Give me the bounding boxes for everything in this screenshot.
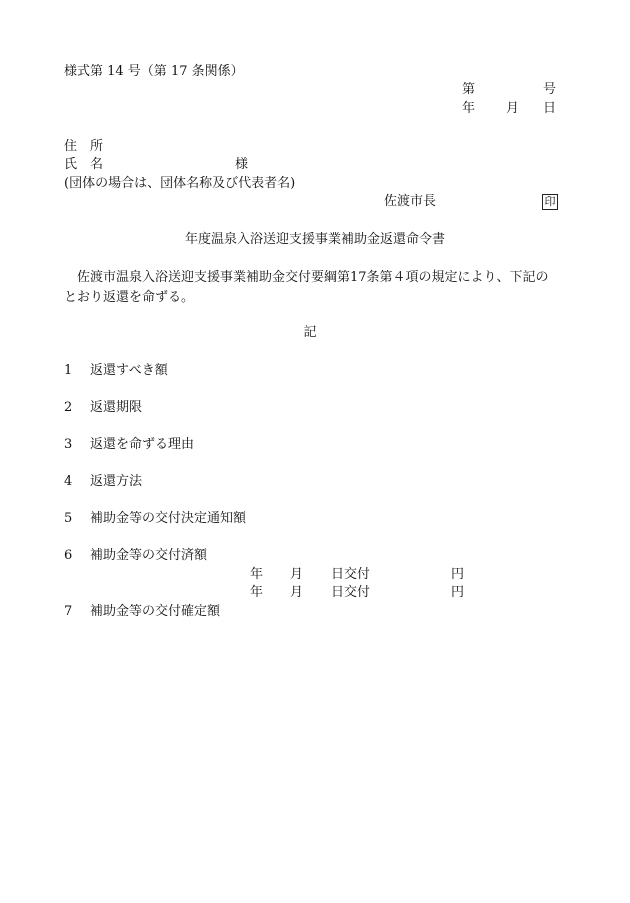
item-number: 6	[64, 548, 73, 563]
paid-row-day: 日交付	[331, 585, 371, 600]
honorific: 様	[235, 157, 249, 172]
paid-row-month: 月	[290, 585, 304, 600]
paid-row-yen: 円	[451, 585, 465, 600]
item-number: 1	[64, 363, 73, 378]
form-label: 様式第 14 号（第 17 条関係）	[64, 64, 244, 79]
paid-row-year: 年	[250, 567, 264, 582]
item-number: 3	[64, 437, 73, 452]
seal-stamp: 印	[542, 194, 558, 210]
body-paragraph: 佐渡市温泉入浴送迎支援事業補助金交付要綱第17条第４項の規定により、下記のとおり返還を命ずる。	[64, 270, 549, 305]
date-day: 日	[543, 101, 557, 116]
item-label: 補助金等の交付決定通知額	[90, 511, 247, 526]
issuer-title: 佐渡市長	[384, 194, 437, 209]
name-label: 氏 名	[64, 157, 104, 172]
group-note: (団体の場合は、団体名称及び代表者名)	[64, 176, 296, 191]
document-title: 年度温泉入浴送迎支援事業補助金返還命令書	[184, 232, 445, 247]
item-label: 補助金等の交付確定額	[90, 604, 221, 619]
item-label: 補助金等の交付済額	[90, 548, 208, 563]
item-label: 返還を命ずる理由	[90, 437, 195, 452]
item-label: 返還すべき額	[90, 363, 168, 378]
ki-heading: 記	[303, 325, 317, 340]
item-label: 返還方法	[90, 474, 143, 489]
item-number: 5	[64, 511, 73, 526]
number-prefix: 第	[462, 82, 476, 97]
date-year: 年	[462, 101, 476, 116]
paid-row-year: 年	[250, 585, 264, 600]
item-number: 2	[64, 400, 73, 415]
paid-row-yen: 円	[451, 567, 465, 582]
number-suffix: 号	[543, 82, 557, 97]
address-label: 住 所	[64, 139, 104, 154]
paid-row-month: 月	[290, 567, 304, 582]
date-month: 月	[506, 101, 520, 116]
item-number: 7	[64, 604, 73, 619]
paid-row-day: 日交付	[331, 567, 371, 582]
item-number: 4	[64, 474, 73, 489]
item-label: 返還期限	[90, 400, 143, 415]
